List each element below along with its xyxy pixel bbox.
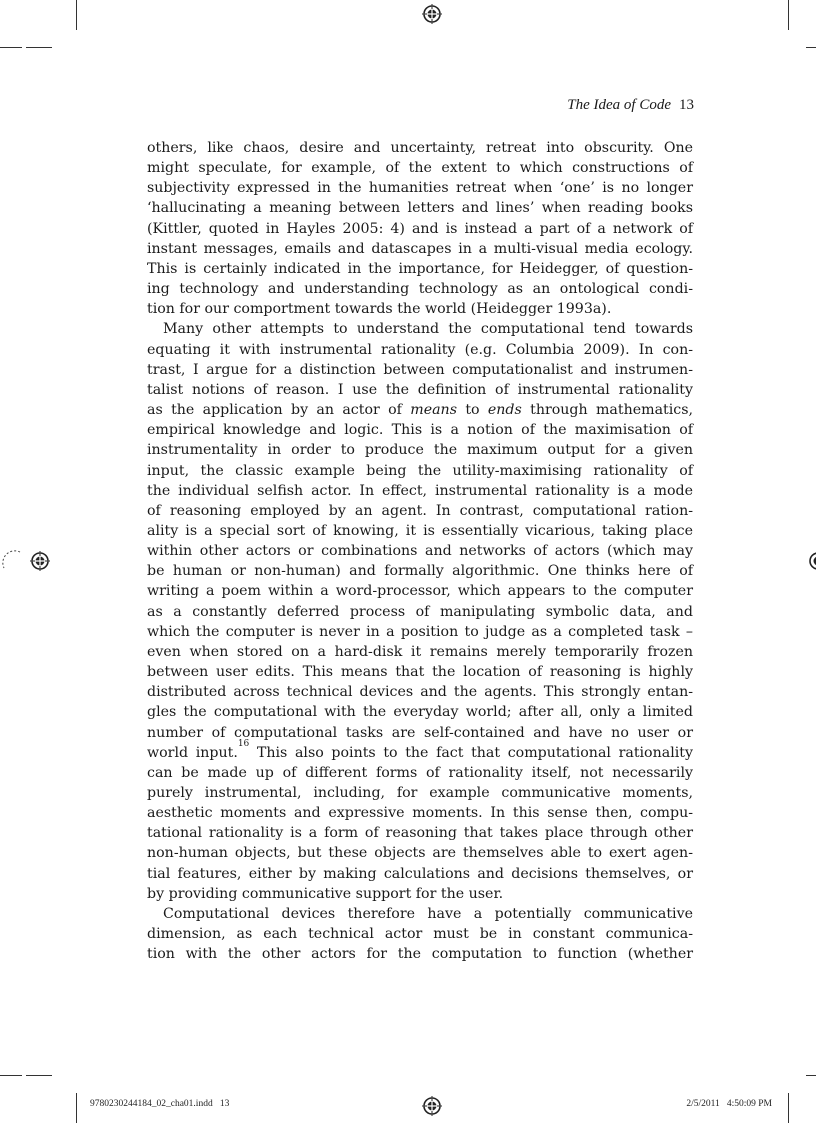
text-line: instant messages, emails and datascapes in a multi-visual media ecology. <box>147 240 693 257</box>
text-line: instrumentality in order to produce the maximum output for a given <box>147 442 693 459</box>
crop-mark <box>806 1075 816 1076</box>
text-line: writing a poem within a word-processor, which appears to the computer <box>147 583 693 600</box>
page-number: 13 <box>679 97 694 113</box>
text-line: dimension, as each technical actor must be in constant communica- <box>147 926 693 943</box>
text-line: within other actors or combinations and networks of actors (which may <box>147 543 693 560</box>
text-line: non-human objects, but these objects are themselves able to exert agen- <box>147 845 693 862</box>
crop-mark <box>806 47 816 48</box>
text-line: (Kittler, quoted in Hayles 2005: 4) and is instead a part of a network of <box>147 220 693 237</box>
text-line: gles the computational with the everyday world; after all, only a limited <box>147 704 693 721</box>
text-line: tational rationality is a form of reasoning that takes place through other <box>147 825 693 842</box>
half-registration-mark-icon <box>808 551 816 571</box>
text-line <box>147 738 693 763</box>
text-line: This is certainly indicated in the importance, for Heidegger, of question- <box>147 260 693 277</box>
text-line: purely instrumental, including, for example communicative moments, <box>147 785 693 801</box>
text-line: tial features, either by making calculations and decisions themselves, or <box>147 865 693 882</box>
crop-mark <box>26 47 52 48</box>
text-line: of reasoning employed by an agent. In contrast, computational ration- <box>147 502 693 519</box>
text-segment: This also points to the fact that computational rationality <box>249 744 693 761</box>
crop-mark <box>76 1093 77 1123</box>
text-line: subjectivity expressed in the humanities retreat when ‘one’ is no longer <box>147 180 693 197</box>
text-line: as a constantly deferred process of manipulating symbolic data, and <box>147 603 693 620</box>
crop-mark <box>788 0 789 30</box>
text-line: tion for our comportment towards the world (Heidegger 1993a). <box>147 301 612 318</box>
footnote-ref: 16 <box>237 738 250 749</box>
emphasis-means: means <box>410 402 457 419</box>
dashed-arc-icon <box>0 548 26 574</box>
text-line: tion with the other actors for the computation to function (whether <box>147 946 693 963</box>
body-text <box>147 138 693 964</box>
text-line: by providing communicative support for the user. <box>147 885 504 902</box>
text-line <box>147 400 693 420</box>
registration-mark-icon <box>422 4 442 24</box>
text-line: which the computer is never in a position to judge as a completed task – <box>147 623 693 640</box>
text-line: aesthetic moments and expressive moments. In this sense then, compu- <box>147 805 693 822</box>
crop-mark <box>26 1075 52 1076</box>
text-segment: through mathematics, <box>521 402 694 419</box>
text-line: between user edits. This means that the location of reasoning is highly <box>147 664 693 681</box>
text-line: ing technology and understanding technology as an ontological condi- <box>147 281 693 298</box>
crop-mark <box>788 1093 789 1123</box>
text-line: distributed across technical devices and the agents. This strongly entan- <box>147 684 693 701</box>
text-line: ality is a special sort of knowing, it is essentially vicarious, taking place <box>147 522 693 539</box>
registration-mark-icon <box>422 1096 442 1116</box>
text-line: even when stored on a hard-disk it remains merely temporarily frozen <box>147 643 693 660</box>
emphasis-ends: ends <box>487 402 522 419</box>
text-line: others, like chaos, desire and uncertainty, retreat into obscurity. One <box>147 140 693 156</box>
text-line: trast, I argue for a distinction between computationalist and instrumen- <box>147 361 693 378</box>
text-line: empirical knowledge and logic. This is a notion of the maximisation of <box>147 422 693 439</box>
running-head <box>567 97 694 114</box>
slug-file: 9780230244184_02_cha01.indd 13 <box>90 1099 230 1109</box>
text-segment: world input. <box>147 744 238 761</box>
text-line: input, the classic example being the utility-maximising rationality of <box>147 462 693 479</box>
text-segment: as the application by an actor of <box>147 402 402 419</box>
text-line: equating it with instrumental rationality (e.g. Columbia 2009). In con- <box>147 341 693 358</box>
crop-mark <box>0 1075 22 1076</box>
text-line: can be made up of different forms of rationality itself, not necessarily <box>147 764 693 781</box>
text-line: might speculate, for example, of the extent to which constructions of <box>147 160 693 177</box>
crop-mark <box>0 47 22 48</box>
slug-datetime: 2/5/2011 4:50:09 PM <box>686 1099 772 1109</box>
running-head-title: The Idea of Code <box>567 97 671 113</box>
text-line: talist notions of reason. I use the definition of instrumental rationality <box>147 381 693 398</box>
text-line: ‘hallucinating a meaning between letters and lines’ when reading books <box>147 200 693 217</box>
text-line: number of computational tasks are self-contained and have no user or <box>147 724 693 741</box>
text-line: be human or non-human) and formally algorithmic. One thinks here of <box>147 563 693 580</box>
text-segment: to <box>456 402 488 419</box>
text-line: Computational devices therefore have a potentially communicative <box>163 905 693 922</box>
crop-mark <box>76 0 77 30</box>
text-line: Many other attempts to understand the computational tend towards <box>163 321 693 338</box>
registration-mark-icon <box>30 551 50 571</box>
text-line: the individual selfish actor. In effect, instrumental rationality is a mode <box>147 482 693 499</box>
